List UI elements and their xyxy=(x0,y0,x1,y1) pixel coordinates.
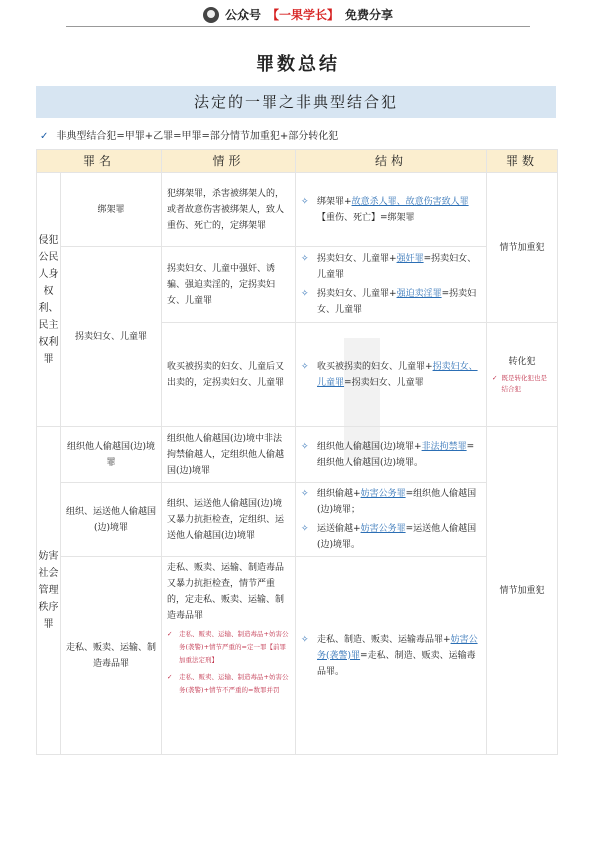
note-text: 走私、贩卖、运输、制造毒品+妨害公务(袭警)+情节严重的=定一罪【前罪加重法定刑】 xyxy=(179,630,289,664)
table-row xyxy=(37,483,558,557)
situation-cell: 拐卖妇女、儿童中强奸、诱骗、强迫卖淫的，定拐卖妇女、儿童罪 xyxy=(162,247,296,323)
crime-name: 走私、贩卖、运输、制造毒品罪 xyxy=(61,557,162,755)
structure-cell: ✧ 拐卖妇女、儿童罪+强奸罪=拐卖妇女、儿童罪 ✧ 拐卖妇女、儿童罪+强迫卖淫罪=拐卖妇女、儿童罪 xyxy=(296,247,487,323)
diamond-icon: ✧ xyxy=(301,441,309,452)
crime-link[interactable]: 妨害公务(袭警)罪 xyxy=(317,634,478,661)
brand-mid: 【一果学长】 xyxy=(266,8,339,22)
check-icon: ✓ xyxy=(492,374,498,382)
top-divider xyxy=(66,26,530,27)
formula-text: 非典型结合犯=甲罪+乙罪=甲罪=部分情节加重犯+部分转化犯 xyxy=(56,131,339,142)
structure-cell: ✧ 组织他人偷越国(边)境罪+非法拘禁罪=组织他人偷越国(边)境罪。 xyxy=(296,427,487,483)
count-cell: 情节加重犯 xyxy=(487,427,558,755)
transformed-crime-label: 转化犯 xyxy=(508,357,536,367)
crime-name: 组织他人偷越国(边)境罪 xyxy=(61,427,162,483)
section-subtitle: 法定的一罪之非典型结合犯 xyxy=(36,86,556,118)
crime-link[interactable]: 妨害公务罪 xyxy=(360,524,406,534)
transformed-note: 既是转化犯也是结合犯 xyxy=(501,374,547,393)
page-title: 罪数总结 xyxy=(256,54,340,75)
table-row xyxy=(37,557,558,755)
diamond-icon: ✧ xyxy=(301,196,309,207)
situation-cell: 组织他人偷越国(边)境中非法拘禁偷越人，定组织他人偷越国(边)境罪 xyxy=(162,427,296,483)
header-structure: 结构 xyxy=(296,150,487,173)
crime-link[interactable]: 故意杀人罪、故意伤害致人罪 xyxy=(351,196,469,207)
structure-cell: ✧ 走私、制造、贩卖、运输毒品罪+妨害公务(袭警)罪=走私、制造、贩卖、运输毒品罪。 xyxy=(296,557,487,755)
crime-name: 组织、运送他人偷越国(边)境罪 xyxy=(61,483,162,557)
formula-line xyxy=(40,127,338,142)
situation-cell: 犯绑架罪，杀害被绑架人的，或者故意伤害被绑架人，致人重伤、死亡的，定绑架罪 xyxy=(162,173,296,247)
brand-left: 公众号 xyxy=(224,8,261,22)
table-header-row xyxy=(37,150,558,173)
crime-name: 拐卖妇女、儿童罪 xyxy=(61,247,162,427)
structure-cell: ✧ 收买被拐卖的妇女、儿童罪+拐卖妇女、儿童罪=拐卖妇女、儿童罪 xyxy=(296,323,487,427)
crime-link[interactable]: 非法拘禁罪 xyxy=(421,441,467,452)
top-banner xyxy=(0,0,596,28)
category-personal-rights: 侵犯公民人身权利、民主权利罪 xyxy=(37,173,61,427)
summary-table xyxy=(36,149,558,755)
avatar-icon xyxy=(203,7,219,23)
structure-cell: ✧ 绑架罪+故意杀人罪、故意伤害致人罪【重伤、死亡】=绑架罪 xyxy=(296,173,487,247)
crime-link[interactable]: 妨害公务罪 xyxy=(360,489,406,499)
header-count: 罪数 xyxy=(487,150,558,173)
count-cell xyxy=(487,323,558,427)
check-icon: ✓ xyxy=(167,673,173,681)
header-situation: 情形 xyxy=(162,150,296,173)
table-row xyxy=(37,247,558,323)
diamond-icon: ✧ xyxy=(301,489,309,499)
crime-link[interactable]: 强迫卖淫罪 xyxy=(396,289,442,299)
crime-name: 绑架罪 xyxy=(61,173,162,247)
table-row xyxy=(37,427,558,483)
situation-cell xyxy=(162,557,296,755)
situation-text: 走私、贩卖、运输、制造毒品又暴力抗拒检查，情节严重的，定走私、贩卖、运输、制造毒品罪 xyxy=(167,563,285,621)
diamond-icon: ✧ xyxy=(301,289,309,299)
table-row xyxy=(37,173,558,247)
crime-link[interactable]: 强奸罪 xyxy=(396,254,424,264)
check-icon: ✓ xyxy=(167,630,173,638)
check-icon: ✓ xyxy=(40,131,49,142)
structure-cell: ✧ 组织偷越+妨害公务罪=组织他人偷越国(边)境罪； ✧ 运送偷越+妨害公务罪=运送他人偷越国(边)境罪。 xyxy=(296,483,487,557)
count-cell: 情节加重犯 xyxy=(487,173,558,323)
situation-cell: 收买被拐卖的妇女、儿童后又出卖的，定拐卖妇女、儿童罪 xyxy=(162,323,296,427)
category-social-order: 妨害社会管理秩序罪 xyxy=(37,427,61,755)
diamond-icon: ✧ xyxy=(301,254,309,264)
note-text: 走私、贩卖、运输、制造毒品+妨害公务(袭警)+情节不严重的=数罪并罚 xyxy=(179,673,289,694)
header-name: 罪名 xyxy=(37,150,162,173)
diamond-icon: ✧ xyxy=(301,361,309,372)
brand-right: 免费分享 xyxy=(345,8,394,22)
situation-cell: 组织、运送他人偷越国(边)境又暴力抗拒检查，定组织、运送他人偷越国(边)境罪 xyxy=(162,483,296,557)
crime-link[interactable]: 拐卖妇女、儿童罪 xyxy=(317,361,478,388)
diamond-icon: ✧ xyxy=(301,524,309,534)
diamond-icon: ✧ xyxy=(301,634,309,645)
